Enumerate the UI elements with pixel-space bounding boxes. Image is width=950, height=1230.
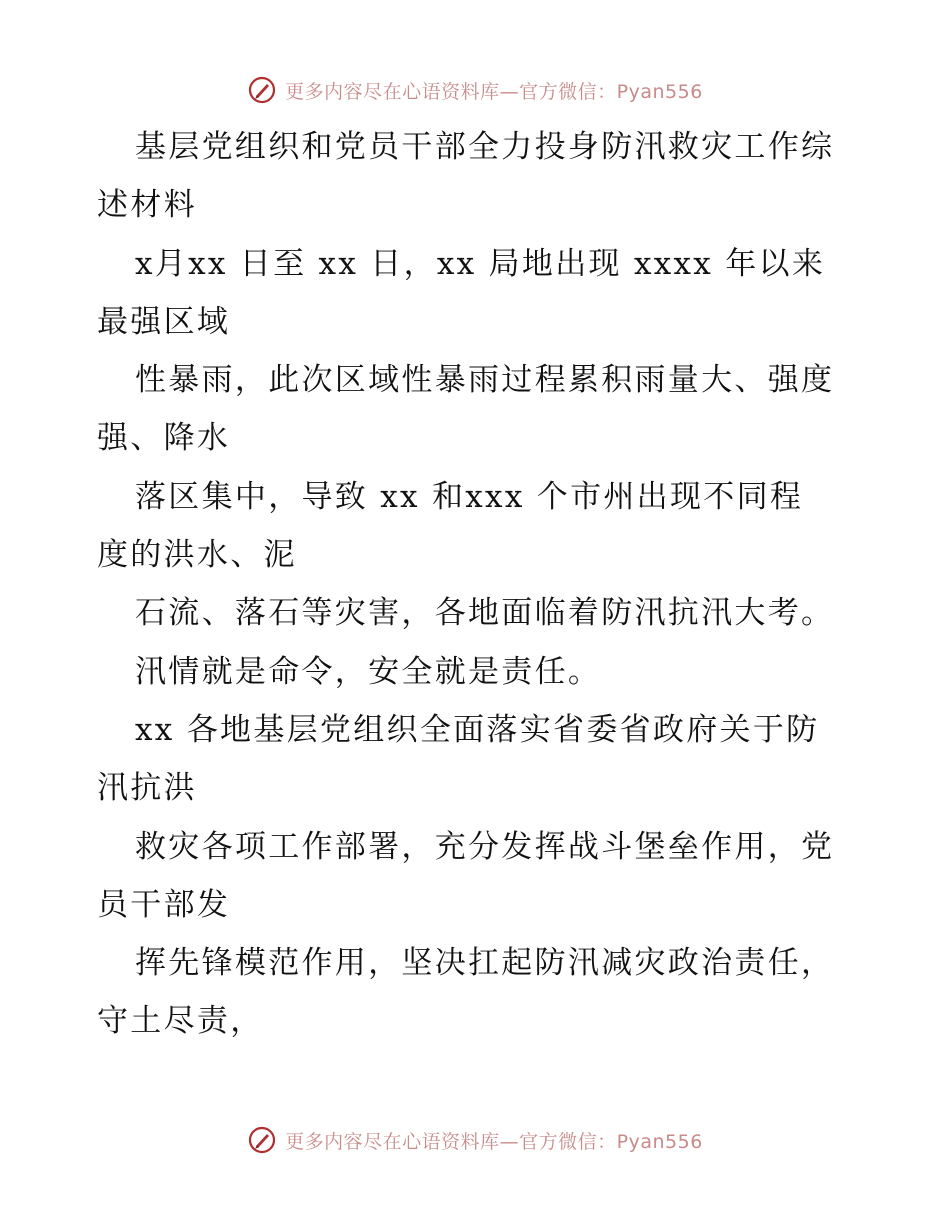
text-line: xx 各地基层党组织全面落实省委省政府关于防 bbox=[135, 711, 820, 748]
text-line: 性暴雨，此次区域性暴雨过程累积雨量大、强度 bbox=[135, 362, 835, 399]
text-line: 度的洪水、泥 bbox=[97, 537, 297, 574]
footer-watermark bbox=[0, 1120, 950, 1160]
header-watermark-text: 更多内容尽在心语资料库—官方微信：Pyan556 bbox=[285, 80, 703, 103]
text-line: 守土尽责， bbox=[97, 1003, 264, 1040]
text-line: 汛抗洪 bbox=[97, 770, 197, 807]
text-line: 落区集中，导致 xx 和xxx 个市州出现不同程 bbox=[135, 478, 804, 515]
quill-pen-circle-icon bbox=[247, 75, 277, 105]
header-watermark bbox=[0, 70, 950, 110]
text-line: 救灾各项工作部署，充分发挥战斗堡垒作用，党 bbox=[135, 828, 835, 865]
footer-watermark-text: 更多内容尽在心语资料库—官方微信：Pyan556 bbox=[285, 1130, 703, 1153]
text-line: 汛情就是命令，安全就是责任。 bbox=[135, 653, 602, 690]
text-line: 述材料 bbox=[97, 187, 197, 224]
text-line: 挥先锋模范作用，坚决扛起防汛减灾政治责任， bbox=[135, 945, 835, 982]
text-line: 员干部发 bbox=[97, 886, 231, 923]
text-line: x月xx 日至 xx 日，xx 局地出现 xxxx 年以来 bbox=[135, 245, 826, 282]
text-line: 最强区域 bbox=[97, 303, 231, 340]
document-body bbox=[97, 118, 857, 1051]
quill-pen-circle-icon bbox=[247, 1125, 277, 1155]
text-line: 石流、落石等灾害，各地面临着防汛抗汛大考。 bbox=[135, 595, 835, 632]
text-line: 强、降水 bbox=[97, 420, 231, 457]
text-line: 基层党组织和党员干部全力投身防汛救灾工作综 bbox=[135, 129, 835, 165]
